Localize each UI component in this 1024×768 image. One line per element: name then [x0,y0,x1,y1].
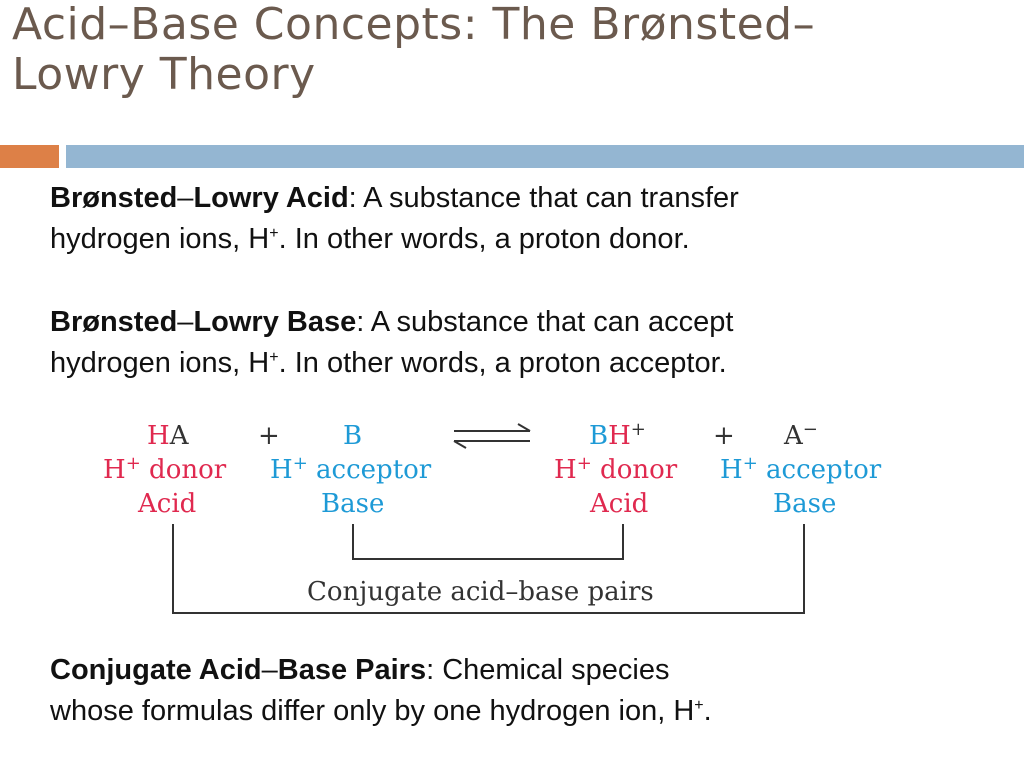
species-ha-a: A [169,421,189,451]
plus-sign-1: + [258,421,280,451]
role-donor-1: H+ donor [103,453,227,485]
species-bh-sup: + [630,419,646,440]
species-bh-b: B [589,421,609,451]
superscript: + [269,349,279,366]
definition-text: : Chemical species [426,654,670,686]
role-donor-2: H+ donor [554,453,678,485]
superscript: + [269,225,279,242]
term-dash: – [177,306,194,338]
term-dash: – [177,182,194,214]
equilibrium-arrow-icon [454,424,530,448]
term-bold: Brønsted [50,182,178,214]
term-bold: Base Pairs [277,654,427,686]
term-bold: Brønsted [50,306,178,338]
label-acid-2: Acid [590,489,649,519]
definition-text: . [703,695,712,727]
species-bh [589,419,646,451]
role-acceptor-1: H+ acceptor [270,453,432,485]
plus-sign-2: + [713,421,735,451]
species-ha [147,421,190,451]
term-bold: Conjugate Acid [50,654,262,686]
definition-text: hydrogen ions, H [50,223,270,255]
term-bold: Lowry Base [193,306,357,338]
slide-title-line-2: Lowry Theory [12,49,316,100]
pairs-label: Conjugate acid–base pairs [307,577,654,607]
definition-text: : A substance that can transfer [348,182,739,214]
slide-title-line-1: Acid–Base Concepts: The Brønsted– [12,0,816,50]
term-dash: – [261,654,278,686]
species-ha-h: H [147,421,170,451]
superscript: + [694,697,704,714]
inner-pair-bracket [353,524,623,559]
definition-text: : A substance that can accept [356,306,734,338]
label-base-2: Base [773,489,837,519]
species-a-letter: A [784,421,803,451]
definition-text: whose formulas differ only by one hydrogen ion, H [50,695,695,727]
species-a-sup: − [802,419,818,440]
species-a [783,419,818,451]
label-base-1: Base [321,489,385,519]
definition-conjugate-pairs [50,650,712,732]
term-bold: Lowry Acid [193,182,349,214]
definition-text: . In other words, a proton acceptor. [278,347,727,379]
definition-text: hydrogen ions, H [50,347,270,379]
species-bh-h: H [608,421,631,451]
species-b: B [343,421,363,451]
label-acid-1: Acid [138,489,197,519]
role-acceptor-2: H+ acceptor [720,453,882,485]
definition-text: . In other words, a proton donor. [278,223,690,255]
